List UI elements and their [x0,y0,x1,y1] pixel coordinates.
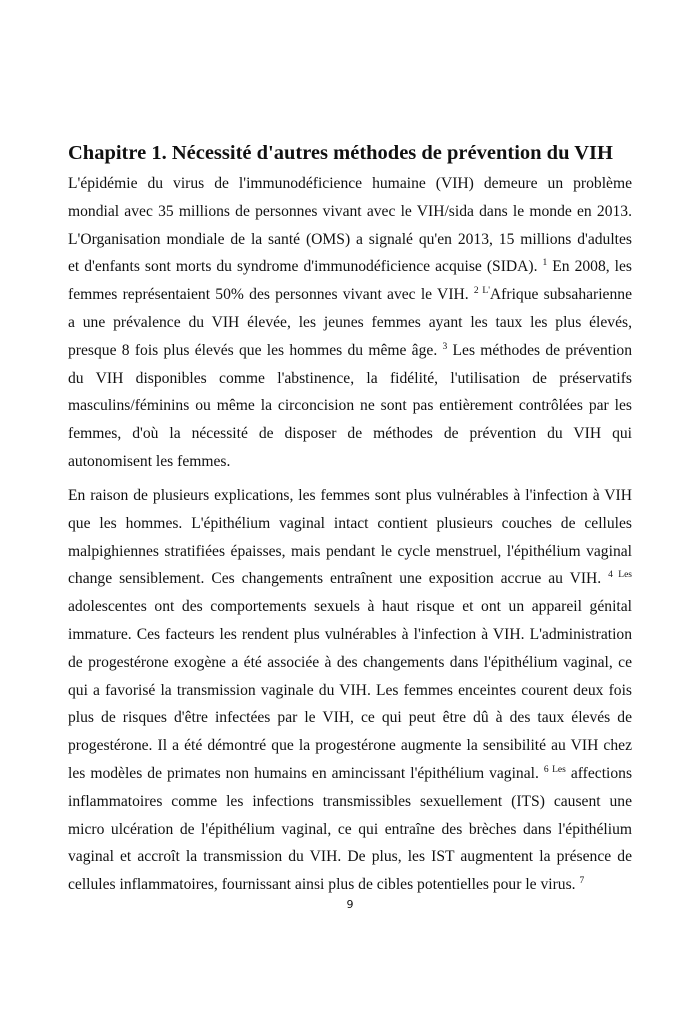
text-line [68,309,632,337]
text-line [68,871,632,899]
text-line [68,732,632,760]
text-line [68,448,632,476]
paragraph-2 [68,482,632,899]
text-segment: presque 8 fois plus élevés que les hommes du même âge. [68,341,443,359]
text-line [68,392,632,420]
text-segment: mondial avec 35 millions de personnes vivant avec le VIH/sida dans le monde en 2013. [68,202,632,220]
text-segment: malpighiennes stratifiées épaisses, mais pendant le cycle menstruel, l'épithélium vaginal [68,542,632,560]
text-segment: qui a favorisé la transmission vaginale du VIH. Les femmes enceintes courent deux fois [68,681,632,699]
text-line [68,253,632,281]
text-line [68,281,632,309]
text-segment: femmes représentaient 50% des personnes vivant avec le VIH. [68,286,474,304]
text-segment: inflammatoires comme les infections transmissibles sexuellement (ITS) causent une [68,792,632,810]
text-line [68,704,632,732]
text-line [68,677,632,705]
text-line [68,510,632,538]
text-line [68,198,632,226]
footnote-ref: 7 [579,876,585,887]
text-line [68,621,632,649]
text-segment: du VIH disponibles comme l'abstinence, la fidélité, l'utilisation de préservatifs [68,369,632,387]
footnote-ref: 1 [542,258,548,269]
text-line [68,760,632,788]
text-segment: de progestérone exogène a été associée à des changements dans l'épithélium vaginal, ce [68,653,632,671]
text-segment: Afrique subsaharienne [489,286,632,304]
text-segment: En 2008, les [547,258,632,276]
text-segment: immature. Ces facteurs les rendent plus vulnérables à l'infection à VIH. L'administration [68,625,632,643]
chapter-title: Chapitre 1. Nécessité d'autres méthodes de prévention du VIH [68,142,613,164]
text-line [68,170,632,198]
text-segment: cellules inflammatoires, fournissant ainsi plus de cibles potentielles pour le virus. [68,876,580,894]
text-segment: femmes, d'où la nécessité de disposer de méthodes de prévention du VIH qui [68,425,632,443]
text-line [68,226,632,254]
text-line [68,816,632,844]
text-segment: les modèles de primates non humains en amincissant l'épithélium vaginal. [68,764,544,782]
text-line [68,649,632,677]
text-segment: que les hommes. L'épithélium vaginal intact contient plusieurs couches de cellules [68,514,632,532]
text-segment: progestérone. Il a été démontré que la progestérone augmente la sensibilité au VIH chez [68,737,632,755]
text-line [68,788,632,816]
text-line [68,538,632,566]
text-line [68,593,632,621]
footnote-ref: 6 Les [543,764,566,775]
text-segment: Les méthodes de prévention [447,341,632,359]
text-segment: a une prévalence du VIH élevée, les jeunes femmes ayant les taux les plus élevés, [68,313,632,331]
text-segment: En raison de plusieurs explications, les femmes sont plus vulnérables à l'infection à VIH [68,487,632,504]
text-segment: plus de risques d'être infectées par le VIH, ce qui peut être dû à des taux élevés de [68,709,632,727]
footnote-ref: 2 L' [473,286,490,297]
text-segment: affections [565,764,633,782]
text-line [68,365,632,393]
text-line [68,420,632,448]
text-segment: micro ulcération de l'épithélium vaginal, ce qui entraîne des brèches dans l'épithélium [68,820,632,838]
text-segment: L'épidémie du virus de l'immunodéficience humaine (VIH) demeure un problème [68,175,632,192]
text-segment: L'Organisation mondiale de la santé (OMS) a signalé qu'en 2013, 15 millions d'adultes [68,230,632,248]
text-segment: vaginal et accroît la transmission du VIH. De plus, les IST augmentent la présence de [68,848,632,866]
footnote-ref: 4 Les [608,570,632,581]
text-line [68,565,632,593]
page-number: 9 [346,898,354,911]
paragraph-1 [68,170,632,476]
text-segment: masculins/féminins ou même la circoncision ne sont pas entièrement contrôlées par les [68,397,632,415]
text-line [68,337,632,365]
text-line [68,482,632,510]
footnote-ref: 3 [442,341,448,352]
text-segment: autonomisent les femmes. [68,452,231,470]
text-line [68,843,632,871]
text-segment: adolescentes ont des comportements sexuels à haut risque et ont un appareil génital [68,598,632,616]
text-segment: change sensiblement. Ces changements entraînent une exposition accrue au VIH. [68,570,609,588]
text-segment: et d'enfants sont morts du syndrome d'immunodéficience acquise (SIDA). [68,258,543,276]
